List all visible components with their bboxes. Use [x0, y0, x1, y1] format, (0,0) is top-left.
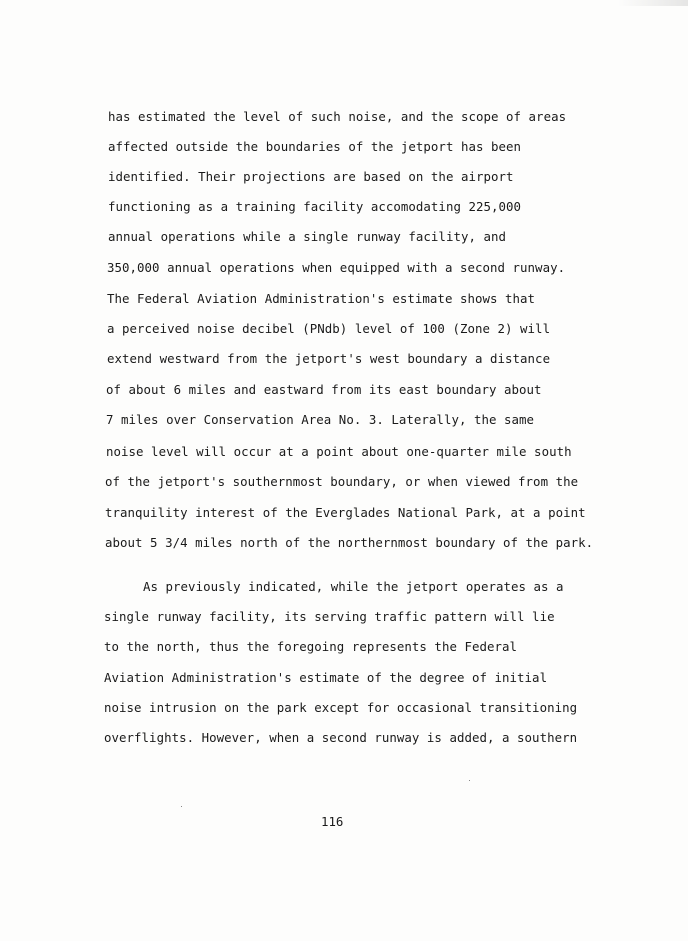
- text-line: annual operations while a single runway facility, and: [108, 229, 507, 244]
- text-line: of the jetport's southernmost boundary, or when viewed from the: [105, 474, 579, 489]
- text-line: 7 miles over Conservation Area No. 3. Laterally, the same: [106, 412, 535, 427]
- text-line: identified. Their projections are based on the airport: [108, 169, 514, 184]
- text-line: As previously indicated, while the jetport operates as a: [143, 579, 564, 594]
- text-line: 350,000 annual operations when equipped with a second runway.: [107, 260, 566, 275]
- text-line: noise level will occur at a point about one-quarter mile south: [106, 444, 572, 459]
- text-line: tranquility interest of the Everglades National Park, at a point: [105, 505, 586, 520]
- text-line: functioning as a training facility accomodating 225,000: [108, 199, 522, 214]
- text-line: single runway facility, its serving traffic pattern will lie: [104, 609, 555, 624]
- text-line: overflights. However, when a second runway is added, a southern: [104, 730, 578, 745]
- page-number: 116: [321, 814, 344, 829]
- scan-speck: [469, 780, 470, 781]
- text-line: has estimated the level of such noise, and the scope of areas: [108, 109, 567, 124]
- text-line: about 5 3/4 miles north of the northernmost boundary of the park.: [105, 535, 594, 550]
- scan-speck: [181, 806, 182, 807]
- scan-edge-mark: [618, 0, 688, 6]
- text-line: affected outside the boundaries of the jetport has been: [108, 139, 522, 154]
- text-line: of about 6 miles and eastward from its east boundary about: [106, 382, 542, 397]
- text-line: extend westward from the jetport's west boundary a distance: [107, 351, 551, 366]
- text-line: The Federal Aviation Administration's estimate shows that: [107, 291, 536, 306]
- text-line: to the north, thus the foregoing represents the Federal: [104, 639, 518, 654]
- text-line: a perceived noise decibel (PNdb) level of 100 (Zone 2) will: [107, 321, 551, 336]
- text-line: Aviation Administration's estimate of the degree of initial: [104, 670, 548, 685]
- text-line: noise intrusion on the park except for occasional transitioning: [104, 700, 578, 715]
